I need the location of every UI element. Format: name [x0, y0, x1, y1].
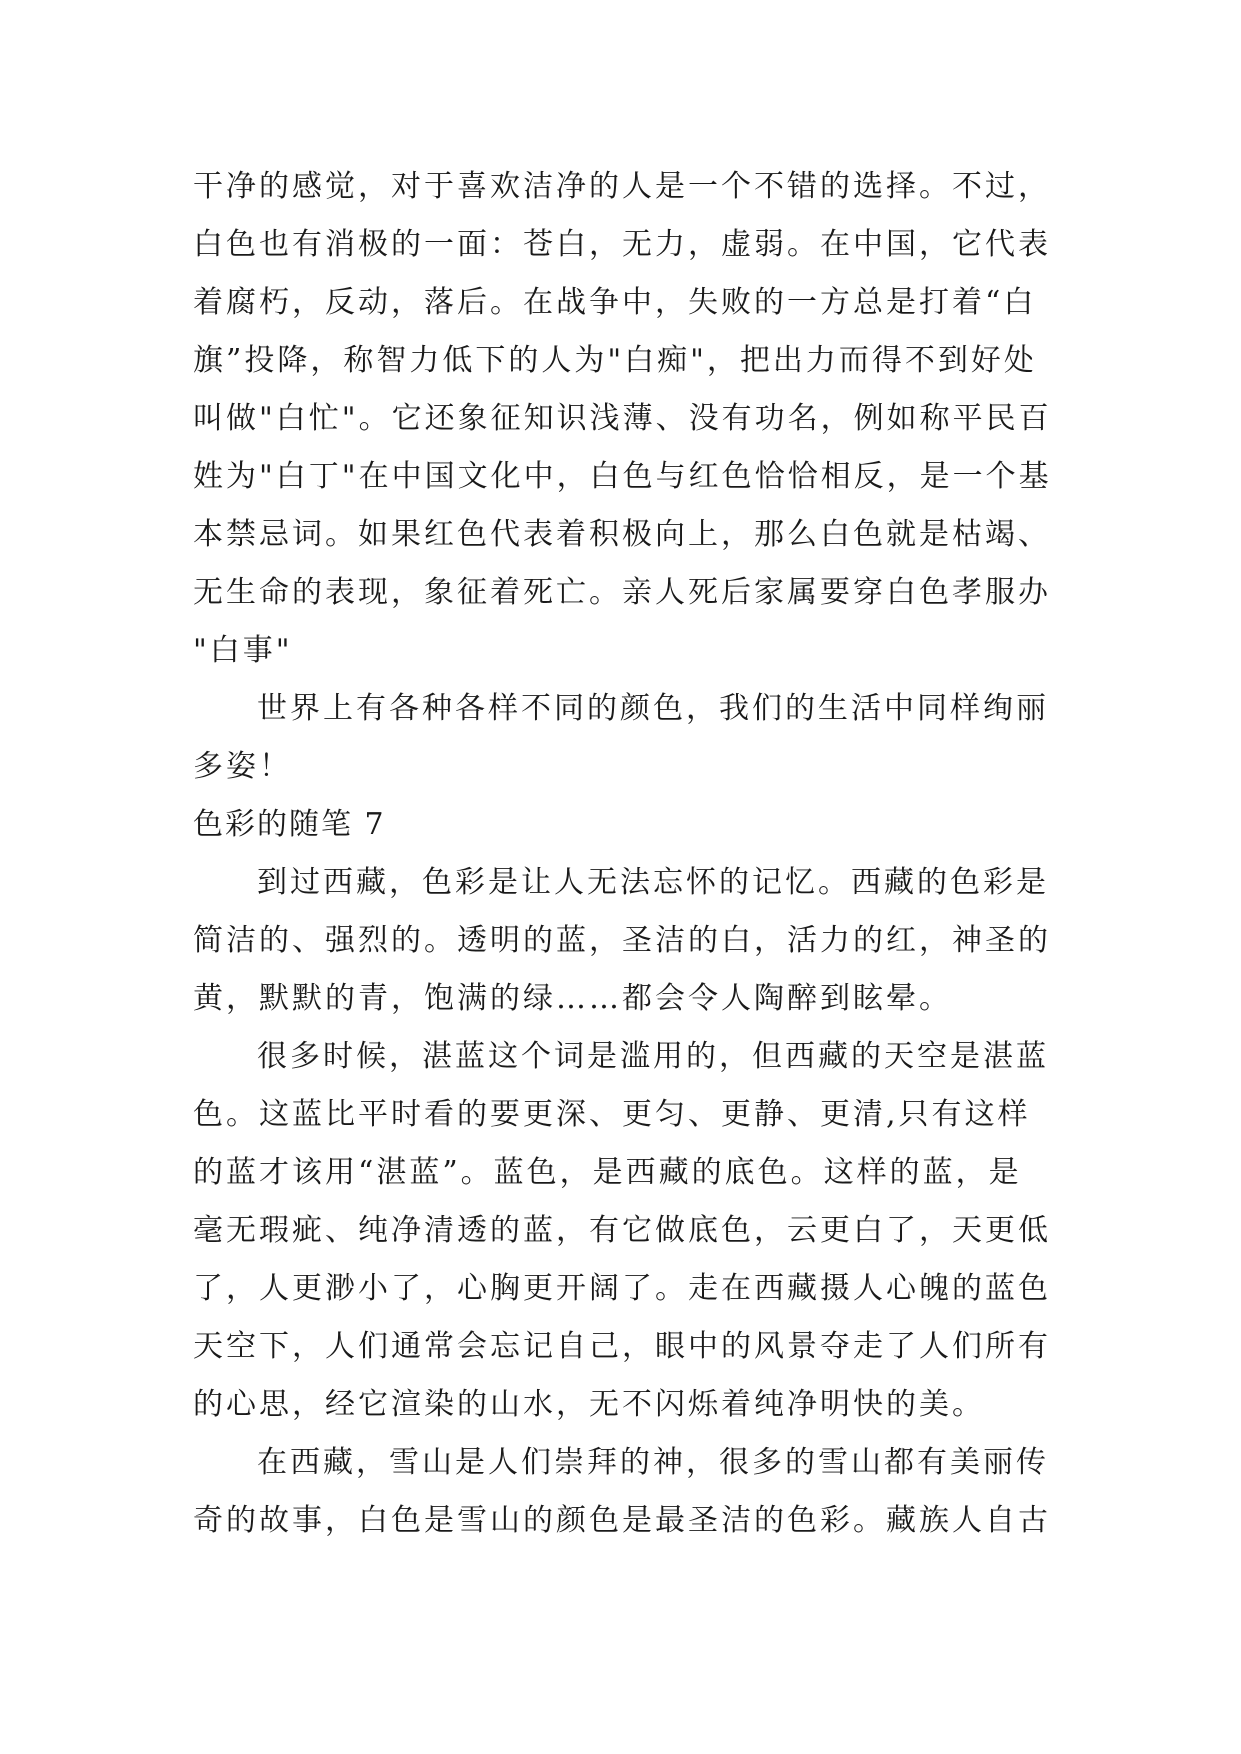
- text-line: 无生命的表现，象征着死亡。亲人死后家属要穿白色孝服办: [193, 575, 1051, 610]
- document-body: [193, 158, 1053, 1550]
- text-line: 姓为"白丁"在中国文化中，白色与红色恰恰相反，是一个基: [193, 459, 1052, 494]
- text-line: 的蓝才该用“湛蓝”。蓝色，是西藏的底色。这样的蓝，是: [193, 1155, 1022, 1190]
- paragraph-snow-mountain: [193, 1434, 1053, 1550]
- text-line: 在西藏，雪山是人们崇拜的神，很多的雪山都有美丽传: [257, 1445, 1049, 1480]
- text-line: 到过西藏，色彩是让人无法忘怀的记忆。西藏的色彩是: [257, 865, 1049, 900]
- text-line: 世界上有各种各样不同的颜色，我们的生活中同样绚丽: [257, 691, 1049, 726]
- text-line: 叫做"白忙"。它还象征知识浅薄、没有功名，例如称平民百: [193, 401, 1052, 436]
- section-heading: [193, 796, 1053, 854]
- text-line: 本禁忌词。如果红色代表着积极向上，那么白色就是枯竭、: [193, 517, 1051, 552]
- heading-text: 色彩的随笔 7: [193, 807, 386, 842]
- paragraph-white-meaning: [193, 158, 1053, 680]
- text-line: 干净的感觉，对于喜欢洁净的人是一个不错的选择。不过，: [193, 169, 1051, 204]
- text-line: 奇的故事，白色是雪山的颜色是最圣洁的色彩。藏族人自古: [193, 1503, 1051, 1538]
- text-line: 的心思，经它渲染的山水，无不闪烁着纯净明快的美。: [193, 1387, 985, 1422]
- text-line: 色。这蓝比平时看的要更深、更匀、更静、更清,只有这样: [193, 1097, 1031, 1132]
- text-line: 黄，默默的青，饱满的绿……都会令人陶醉到眩晕。: [193, 981, 952, 1016]
- text-line: 很多时候，湛蓝这个词是滥用的，但西藏的天空是湛蓝: [257, 1039, 1049, 1074]
- text-line: 了，人更渺小了，心胸更开阔了。走在西藏摄人心魄的蓝色: [193, 1271, 1051, 1306]
- text-line: "白事": [193, 633, 293, 668]
- paragraph-tibet-blue: [193, 1028, 1053, 1434]
- text-line: 白色也有消极的一面：苍白，无力，虚弱。在中国，它代表: [193, 227, 1051, 262]
- paragraph-world-colors: [193, 680, 1053, 796]
- text-line: 旗”投降，称智力低下的人为"白痴"，把出力而得不到好处: [193, 343, 1037, 378]
- text-line: 简洁的、强烈的。透明的蓝，圣洁的白，活力的红，神圣的: [193, 923, 1051, 958]
- text-line: 多姿！: [193, 749, 292, 784]
- text-line: 天空下，人们通常会忘记自己，眼中的风景夺走了人们所有: [193, 1329, 1051, 1364]
- text-line: 毫无瑕疵、纯净清透的蓝，有它做底色，云更白了，天更低: [193, 1213, 1051, 1248]
- paragraph-tibet-colors: [193, 854, 1053, 1028]
- text-line: 着腐朽，反动，落后。在战争中，失败的一方总是打着“白: [193, 285, 1037, 320]
